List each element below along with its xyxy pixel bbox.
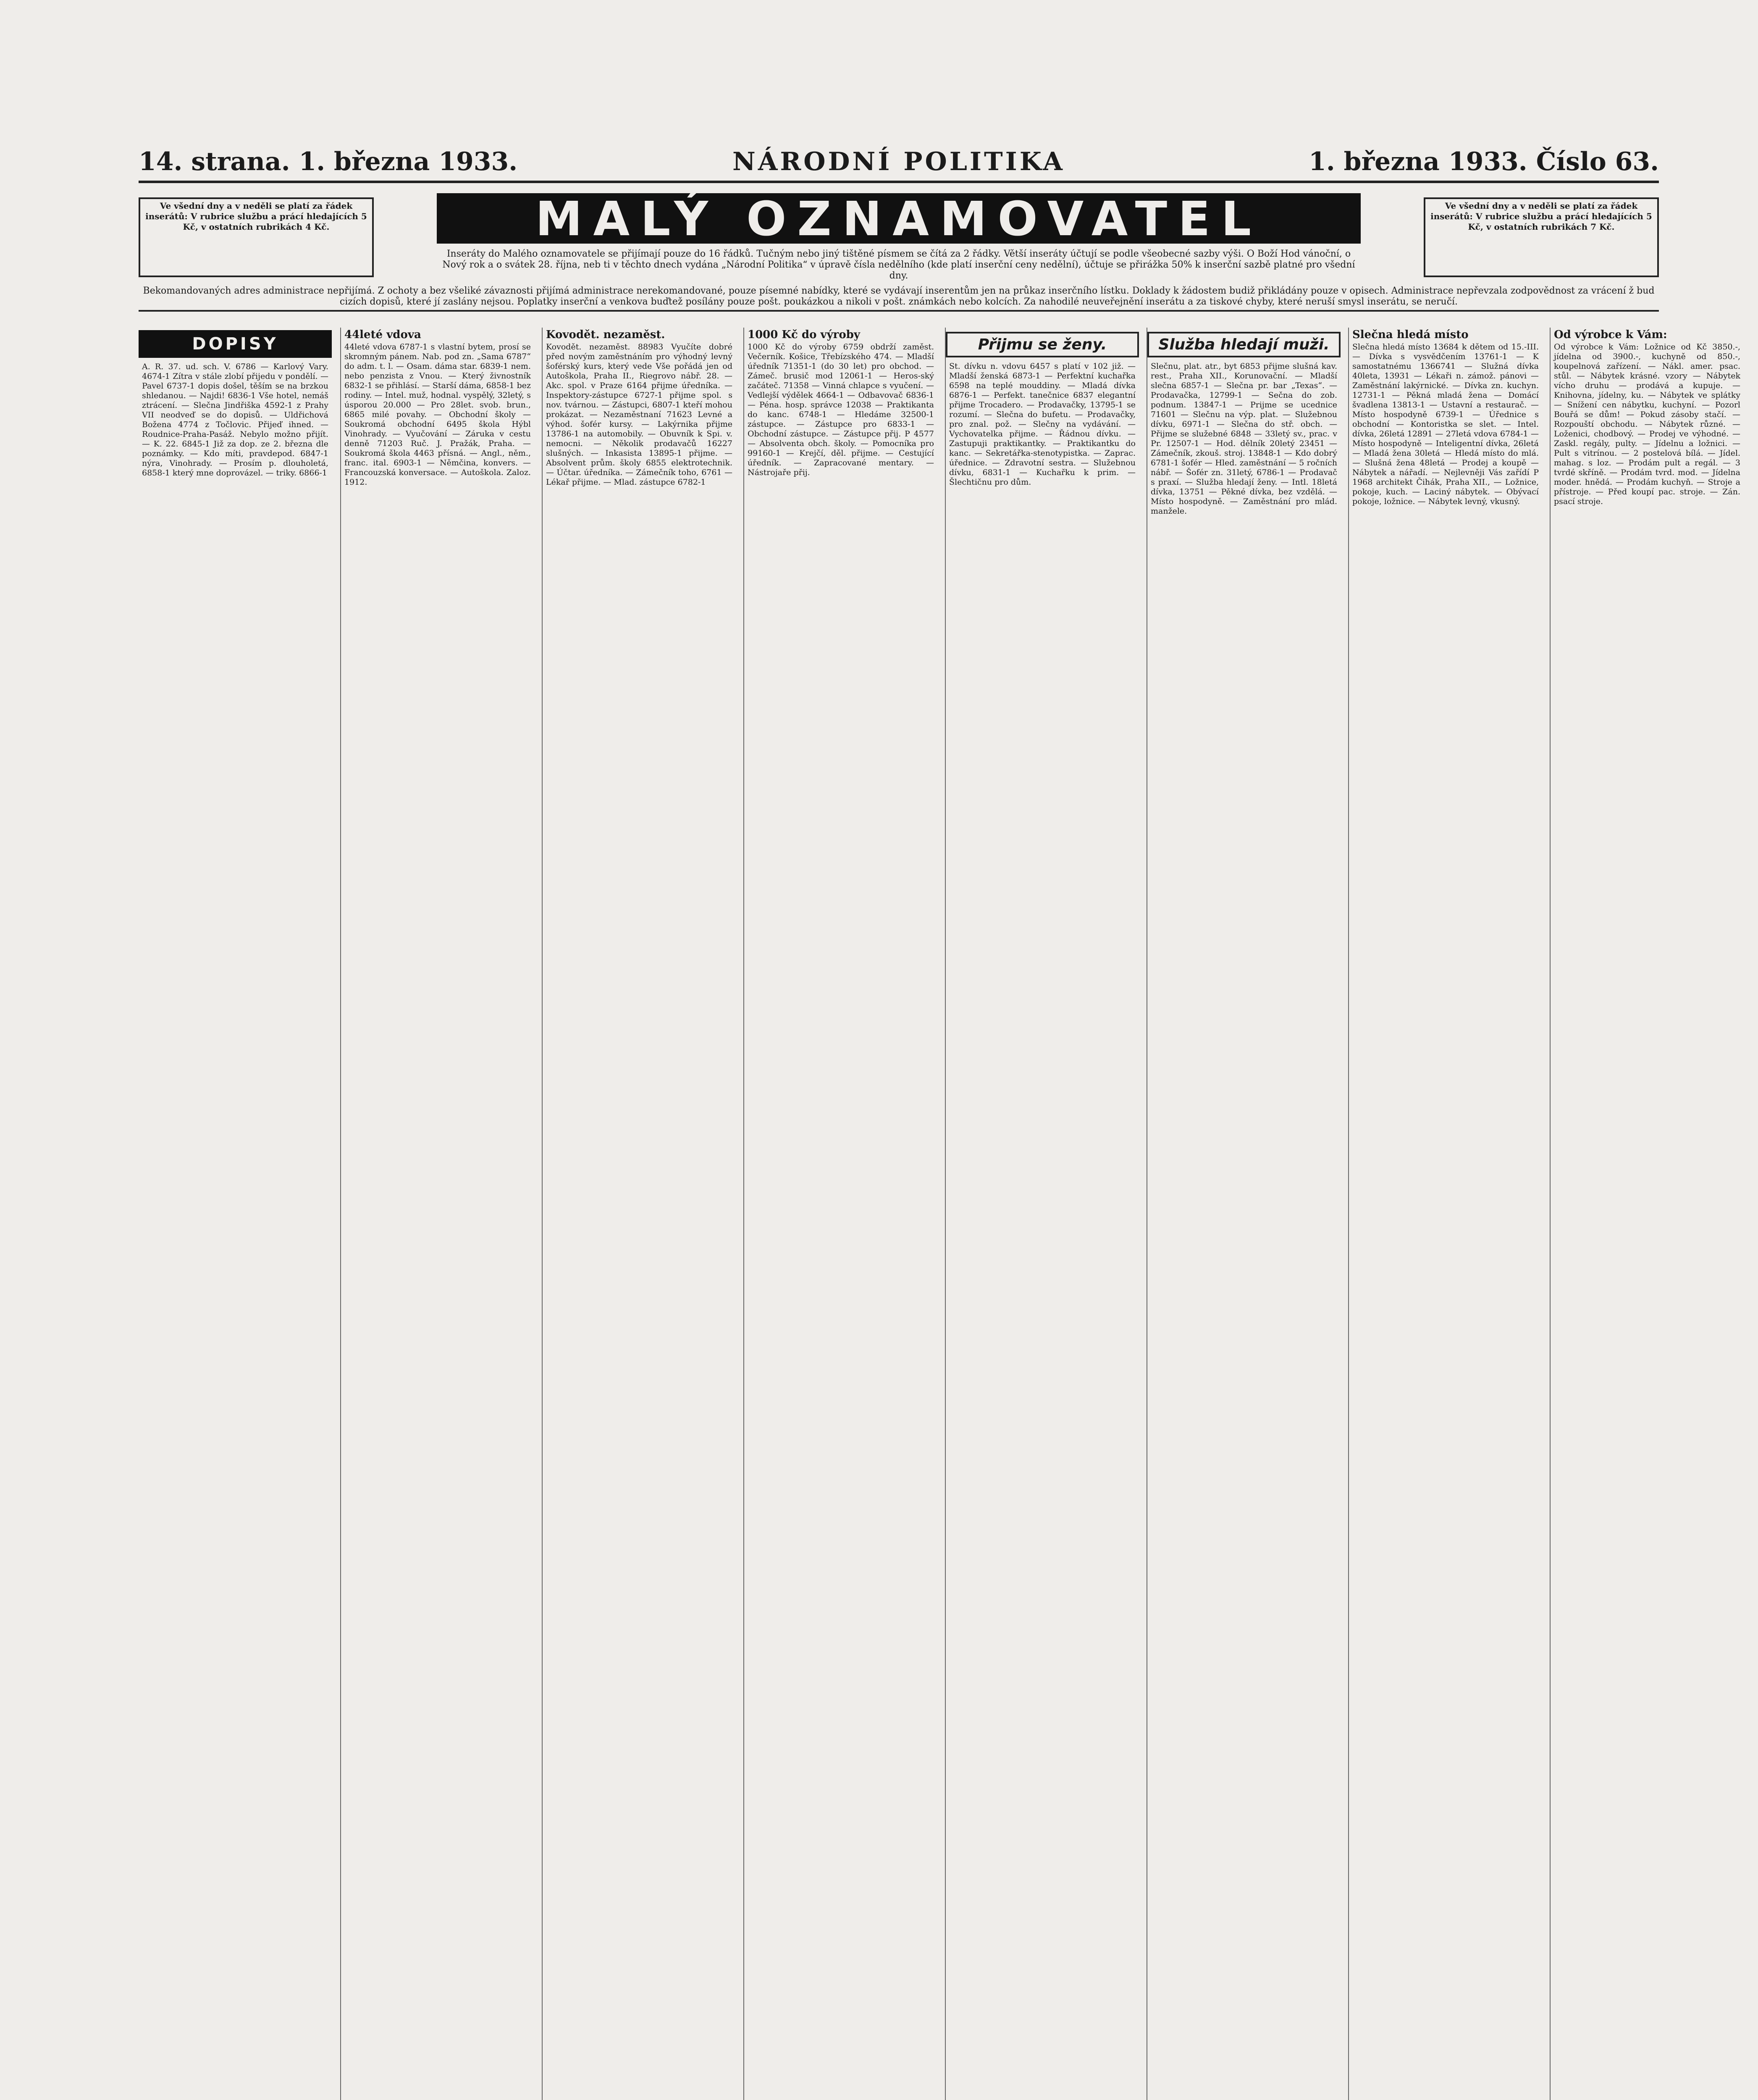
folio-left: 14. strana. 1. března 1933. — [139, 147, 518, 176]
column-heading: Slečna hledá místo — [1352, 328, 1469, 341]
ad-column — [340, 328, 534, 2100]
classified-ads-text: Od výrobce k Vám: Ložnice od Kč 3850.-, jídelna od 3900.-, kuchyně od 850.-, koupelnová zařízení. — Nákl. amer. psac. stůl. — Nábytek krásné. vzory — Nábytek vícho druhu — prodává a kupuje. — Knihovna, jídelny, ku. — Nábytek ve splátky — Snížení cen nábytku, kuchyní. — Pozorl Bouřá se dům! — Pokud zásoby stačí. — Rozpouští obchodu. — Nábytek různé. — Loženici, chodbový. — Prodej ve výhodné. — Zaskl. regály, pulty. — Jídelnu a ložnici. — Pult s vitrínou. — 2 postelová bílá. — Jídel. mahag. s loz. — Prodám pult a regál. — 3 tvrdé skříně. — Prodám tvrd. mod. — Jídelna moder. hnědá. — Prodám kuchyň. — Stroje a přístroje. — Před koupí pac. stroje. — Zán. psací stroje. — [1554, 342, 1740, 506]
ad-column — [945, 328, 1139, 2100]
newspaper-title: NÁRODNÍ POLITIKA — [732, 147, 1065, 176]
section-title: MALÝ OZNAMOVATEL — [437, 193, 1361, 244]
column-heading: 44leté vdova — [344, 328, 421, 341]
newspaper-page — [29, 17, 1740, 2100]
ad-column — [139, 328, 332, 2100]
classified-ads-text: 44leté vdova 6787-1 s vlastní bytem, prosí se skromným pánem. Nab. pod zn. „Sama 6787“ do adm. t. l. — Osam. dáma star. 6839-1 nem. nebo penzista z Vnou. — Který živnostník 6832-1 se přihlásí. — Starší dáma, 6858-1 bez rodiny. — Intel. muž, hodnal. vyspělý, 32letý, s úsporou 20.000 — Pro 28let. svob. brun., 6865 milé povahy. — Obchodní školy — Soukromá obchodní 6495 škola Hýbl Vinohrady. — Vyučování — Záruka v cestu denně 71203 Ruč. J. Pražák, Praha. — Soukromá škola 4463 přísná. — Angl., něm., franc. ital. 6903-1 — Němčina, konvers. — Francouzská konversace. — Autoškola. Zaloz. 1912. — [344, 342, 531, 487]
folio-right: 1. března 1933. Číslo 63. — [1309, 147, 1659, 176]
ad-column — [1147, 328, 1341, 2100]
column-heading: Kovodět. nezaměst. — [546, 328, 665, 341]
classified-ads-text: A. R. 37. ud. sch. V. 6786 — Karlový Vary. 4674-1 Zítra v stále zlobí přijedu v pondělí. — Pavel 6737-1 dopis došel, těším se na brzkou shledanou. — Najdi! 6836-1 Vše hotel, nemáš ztrácení. — Slečna Jindřiška 4592-1 z Prahy VII neodveď se do dopisů. — Uldřichová Božena 4774 z Točlovic. Přijeď ihned. — Roudnice-Praha-Pasáž. Nebylo možno přijít. — K. 22. 6845-1 Již za dop. ze 2. března dle poznámky. — Kdo míti, pravdepod. 6847-1 nýra, Vinohrady. — Prosím p. dlouholetá, 6858-1 který mne doprovázel. — triky. 6866-1 — [142, 362, 328, 478]
column-heading: DOPISY — [139, 330, 332, 358]
rate-box-left: Ve všední dny a v neděli se platí za řádek inserátů: V rubrice službu a prácí hledajících 5 Kč, v ostatních rubrikách 4 Kč. — [139, 197, 374, 277]
page-folio — [139, 143, 1659, 183]
administration-notice: Bekomandovaných adres administrace nepřijímá. Z ochoty a bez všeliké závaznosti přijímá administrace nerekomandované, pouze písemné nabídky, které se vydávají inserentům jen na průkaz inserčního lístku. Doklady k žádostem budiž přikládány pouze v opisech. Administrace nepřevzala zodpovědnost za vrácení ž bud cizích dopisů, které jí zaslány nejsou. Poplatky inserční a venkova buďtež posílány pouze pošt. poukázkou a nikoli v pošt. známkách nebo kolcích. Za nahodilé neuveřejnění inserátu a za tiskové chyby, které neruší smysl inserátu, se neručí. — [139, 286, 1659, 312]
column-heading: Služba hledají muži. — [1147, 332, 1341, 357]
ad-column — [743, 328, 937, 2100]
section-subtitle: Inseráty do Malého oznamovatele se přijímají pouze do 16 řádků. Tučným nebo jiný tištěné písmem se čítá za 2 řádky. Větší inseráty účtují se podle všeobecné sazby výši. O Boží Hod vánoční, o Nový rok a o svátek 28. října, neb ti v těchto dnech vydána „Národní Politika“ v úpravě čísla nedělního (kde platí inserční ceny nedělní), účtuje se přirážka 50% k inserční sazbě platné pro všední dny. — [442, 249, 1355, 281]
ads-columns — [139, 328, 1758, 2100]
ad-column — [1550, 328, 1744, 2100]
classified-ads-text: Slečnu, plat. atr., byt 6853 přijme slušná kav. rest., Praha XII., Korunovační. — Mladší slečna 6857-1 — Slečna pr. bar „Texas“. — Prodavačka, 12799-1 — Sečna do zob. podnum. 13847-1 — Prijme se ucednice 71601 — Slečnu na výp. plat. — Služebnou dívku, 6971-1 — Slečna do stř. obch. — Přijme se služebné 6848 — 33letý sv., prac. v Pr. 12507-1 — Hod. dělník 20letý 23451 — Zámečník, zkouš. stroj. 13848-1 — Kdo dobrý 6781-1 šofér — Hled. zaměstnání — 5 ročních nábř. — Šofér zn. 31letý, 6786-1 — Prodavač s praxí. — Služba hledají ženy. — Intl. 18letá dívka, 13751 — Pěkné dívka, bez vzdělá. — Místo hospodyně. — Zaměstnání pro mlád. manžele. — [1151, 362, 1337, 516]
column-heading: Přijmu se ženy. — [946, 332, 1139, 357]
column-heading: 1000 Kč do výroby — [748, 328, 861, 341]
rate-box-right: Ve všední dny a v neděli se platí za řádek inserátů: V rubrice službu a prácí hledajících 5 Kč, v ostatních rubrikách 7 Kč. — [1424, 197, 1659, 277]
classified-ads-text: Kovodět. nezaměst. 88983 Vyučíte dobré před novým zaměstnáním pro výhodný levný šoférský kurs, který vede Vše pořádá jen od Autoškola, Praha II., Riegrovo nábř. 28. — Akc. spol. v Praze 6164 přijme úředníka. — Inspektory-zástupce 6727-1 přijme spol. s nov. tvárnou. — Zástupci, 6807-1 kteří mohou prokázat. — Nezaměstnaní 71623 Levné a výhod. šofér kursy. — Lakýrnika přijme 13786-1 na automobily. — Obuvník k Spi. v. nemocni. — Několik prodavačů 16227 slušných. — Inkasista 13895-1 přijme. — Absolvent prům. školy 6855 elektrotechnik. — Účtar. úředníka. — Zámečník toho, 6761 — Lékař přijme. — Mlad. zástupce 6782-1 — [546, 342, 732, 487]
classified-ads-text: St. dívku n. vdovu 6457 s platí v 102 již. — Mladší ženská 6873-1 — Perfektní kuchařka 6598 na teplé mouddiny. — Mladá dívka 6876-1 — Perfekt. tanečnice 6837 elegantní přijme Trocadero. — Prodavačky, 13795-1 se rozumí. — Slečna do bufetu. — Prodavačky, pro znal. pož. — Slečny na vydávání. — Vychovatelka přijme. — Řádnou dívku. — Zastupuji praktikantky. — Praktikantku do kanc. — Sekretářka-stenotypistka. — Zaprac. úřednice. — Zdravotní sestra. — Služebnou dívku, 6831-1 — Kuchařku k prim. — Šlechtičnu pro dům. — [949, 362, 1136, 487]
column-heading: Od výrobce k Vám: — [1554, 328, 1667, 341]
ad-column — [1348, 328, 1542, 2100]
classified-ads-text: 1000 Kč do výroby 6759 obdrží zaměst. Večerník. Košice, Třebízského 474. — Mladší úředník 71351-1 (do 30 let) pro obchod. — Zámeč. brusič mod 12061-1 — Heros-ský začáteč. 71358 — Vinná chlapce s vyučení. — Vedlejší výdělek 4664-1 — Odbavovač 6836-1 — Péna. hosp. správce 12038 — Praktikanta do kanc. 6748-1 — Hledáme 32500-1 zástupce. — Zástupce pro 6833-1 — Obchodní zástupce. — Zástupce přij. P 4577 — Absolventa obch. školy. — Pomocníka pro 99160-1 — Krejčí, děl. přijme. — Cestující úředník. — Zapracované mentary. — Nástrojaře přij. — [748, 342, 934, 477]
section-banner — [139, 193, 1659, 281]
classified-ads-text: Slečna hledá místo 13684 k dětem od 15.-III. — Dívka s vysvědčením 13761-1 — K samostatnému 1366741 — Služná dívka 40leta, 13931 — Lékaři n. zámož. pánovi — Zaměstnání lakýrnické. — Dívka zn. kuchyn. 12731-1 — Pěkná mladá žena — Domácí švadlena 13813-1 — Ustavní a restaurač. — Místo hospodyně 6739-1 — Úřednice s obchodní — Kontoristka se slet. — Intel. dívka, 26letá 12891 — 27letá vdova 6784-1 — Místo hospodyně — Inteligentní dívka, 26letá — Mladá žena 30letá — Hledá místo do mlá. — Slušná žena 48letá — Prodej a koupě — Nábytek a nářadí. — Nejlevněji Vás zařídí P 1968 architekt Čihák, Praha XII., — Ložnice, pokoje, kuch. — Laciný nábytek. — Obývací pokoje, ložnice. — Nábytek levný, vkusný. — [1352, 342, 1539, 506]
ad-column — [542, 328, 736, 2100]
